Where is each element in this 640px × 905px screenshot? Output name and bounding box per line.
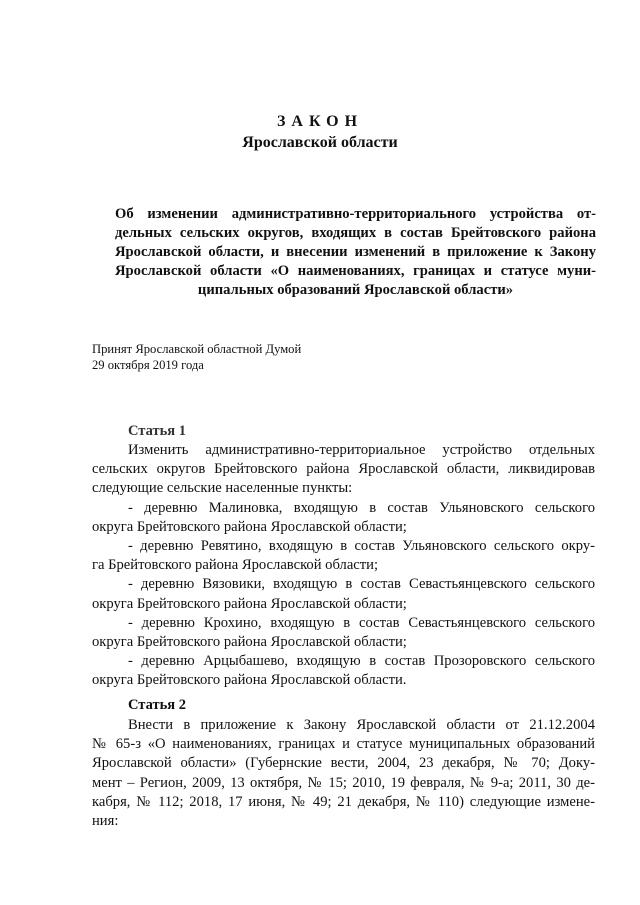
list-item-line: га Брейтовского района Ярославской области; [92,557,379,574]
list-item-line: округа Брейтовского района Ярославской области; [92,518,407,535]
subject-line: Ярославской области «О наименованиях, границах и статусе муни- [115,263,596,279]
paragraph-line: Ярославской области» (Губернские вести, 2004, 23 декабря, № 70; Доку- [92,755,595,772]
list-item-line: - деревню Малиновка, входящую в состав Ульяновского сельского [128,499,595,516]
paragraph-line: сельских округов Брейтовского района Ярославской области, ликвидировав [92,461,595,478]
list-item-line: округа Брейтовского района Ярославской области; [92,595,407,612]
paragraph-line: № 65-з «О наименованиях, границах и статусе муниципальных образований [92,736,595,753]
law-subject [115,205,596,300]
adoption-body: Принят Ярославской областной Думой [92,342,302,356]
subject-line: дельных сельских округов, входящих в состав Брейтовского района [115,225,596,241]
article-1-body [92,441,595,691]
paragraph-line: Изменить административно-территориальное устройство отдельных [128,442,595,458]
subject-line: Об изменении административно-территориального устройства от- [115,206,596,222]
paragraph-line: следующие сельские населенные пункты: [92,480,353,497]
article-2-title: Статья 2 [128,697,186,713]
list-item-line: - деревню Вязовики, входящую в состав Севастьянцевского сельского [128,576,595,593]
paragraph-line: мент – Регион, 2009, 13 октября, № 15; 2010, 19 февраля, № 9-а; 2011, 30 де- [92,774,595,791]
adoption-date: 29 октября 2019 года [92,358,204,372]
paragraph-line: Внести в приложение к Закону Ярославской области от 21.12.2004 [128,717,595,733]
adoption-info [92,341,301,373]
subject-line: ципальных образований Ярославской области» [197,282,514,298]
paragraph-line: ния: [92,813,119,830]
list-item-line: - деревню Ревятино, входящую в состав Ульяновского сельского окру- [128,538,595,555]
paragraph-line: кабря, № 112; 2018, 17 июня, № 49; 21 декабря, № 110) следующие измене- [92,793,595,810]
article-1-title: Статья 1 [128,423,186,439]
list-item-line: округа Брейтовского района Ярославской области. [92,672,407,689]
subject-line: Ярославской области, и внесении изменений в приложение к Закону [115,244,596,260]
list-item-line: - деревню Арцыбашево, входящую в состав Прозоровского сельского [128,653,595,670]
list-item-line: округа Брейтовского района Ярославской области; [92,634,407,651]
region-title: Ярославской области [242,134,398,151]
article-2-body [92,716,595,831]
law-title: ЗАКОН [276,113,364,130]
list-item-line: - деревню Крохино, входящую в состав Севастьянцевского сельского [128,614,595,631]
